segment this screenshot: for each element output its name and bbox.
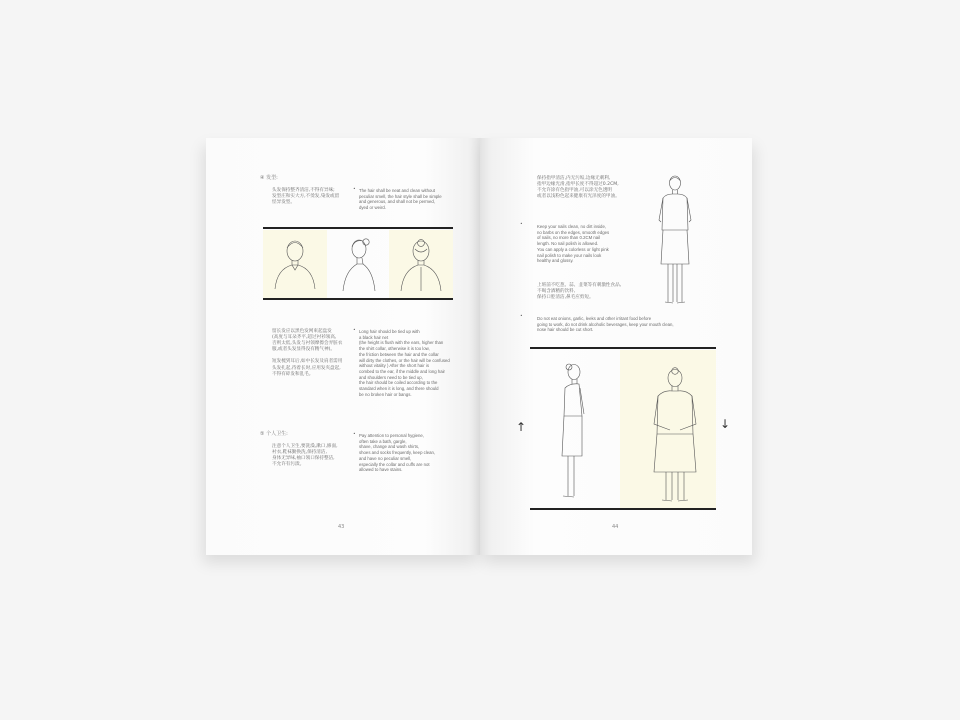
illustration-top-rule	[530, 347, 716, 349]
figure-illustrations	[530, 350, 716, 508]
bullet-icon: •	[353, 432, 356, 437]
hair-text-en-1: The hair shall be neat and clean without peculiar smell, the hair style shall be simple and generous, and shall not be permed, dyed or weird.	[359, 188, 442, 211]
nails-text-cn: 保持指甲清洁,内无污垢,边缘无刺利, 指甲边缘光滑,指甲长度不得超过0.2CM, 不允许涂有色指甲油,可以涂无色透明 或者以浅粉色起来健康有光泽度的甲油。	[537, 176, 620, 200]
illustration-bottom-rule	[530, 508, 716, 510]
page-number: 43	[338, 524, 345, 530]
bullet-icon: •	[353, 187, 356, 192]
figure-standing-front	[652, 174, 698, 314]
bullet-icon: •	[520, 314, 523, 319]
food-text-cn: 上班前不吃葱、蒜、韭菜等有刺激性食品, 不喝含酒精的饮料, 保持口腔清洁,鼻毛应剪短。	[537, 283, 622, 301]
hair-illustrations	[263, 229, 453, 299]
hygiene-text-cn: 注意个人卫生,要洗澡,漱口,修面, 衬衣,鞋袜勤换洗,保持清洁, 身体无异味,袖口领口保持整洁, 不允许有污渍。	[272, 444, 338, 468]
bullet-icon: •	[353, 328, 356, 333]
illustration-bottom-rule	[263, 298, 453, 300]
hair-text-cn-1: 头发保持整齐清洁,不得有异味; 发型庄和实大方,不烫发,染发或留 怪异发型。	[272, 188, 340, 206]
hair-text-cn-2: 留长发应以黑色发网束起盘发 (高度与耳朵齐平,超过衬衫领高, 否则太低,头发与衬领摩擦会弄脏衣 服,或者头发显得没有精气神)。 短发梳到耳后,如中长发及肩者需用 头发扎起,待着长时,应用发夹盘起, 不得有碎发和乱毛。	[272, 329, 343, 377]
right-page	[480, 138, 752, 555]
hair-text-en-2: Long hair should be tied up with a black hair net (the height is flush with the ears, higher than the shirt collar, otherwise it is too low, the friction between the hair and the collar will dirty the clothes, or the hair will be confused without vitality ) After the short hair is combed to the ear, if the middle and long hair and shoulders need to be tied up, the hair should be coiled according to the standard when it is long, and there should be no broken hair or bangs.	[359, 329, 450, 397]
hygiene-heading: ⑤ 个人卫生:	[260, 431, 288, 437]
arrow-up-icon: ↑	[516, 420, 527, 434]
food-text-en: Do not eat onions, garlic, leeks and other irritant food before going to work, do not drink alcoholic beverages, keep your mouth clean, nose hair should be cut short.	[537, 316, 674, 333]
hair-heading: ④ 发型:	[260, 175, 278, 181]
bullet-icon: •	[520, 222, 523, 227]
left-page	[206, 138, 480, 555]
arrow-down-icon: ↓	[720, 417, 731, 431]
page-number: 44	[612, 524, 619, 530]
nails-text-en: Keep your nails clean, no dirt inside, no barbs on the edges, smooth edges of nails, no more than 0.2CM nail length. No nail polish is allowed. You can apply a colorless or light pink nail polish to make your nails look healthy and glossy.	[537, 224, 610, 264]
hygiene-text-en: Pay attention to personal hygiene, often take a bath, gargle, shave, change and wash shirts, shoes and socks frequently, keep clean, and have no peculiar smell, especially the collar and cuffs are not allowed to have stains.	[359, 433, 436, 473]
